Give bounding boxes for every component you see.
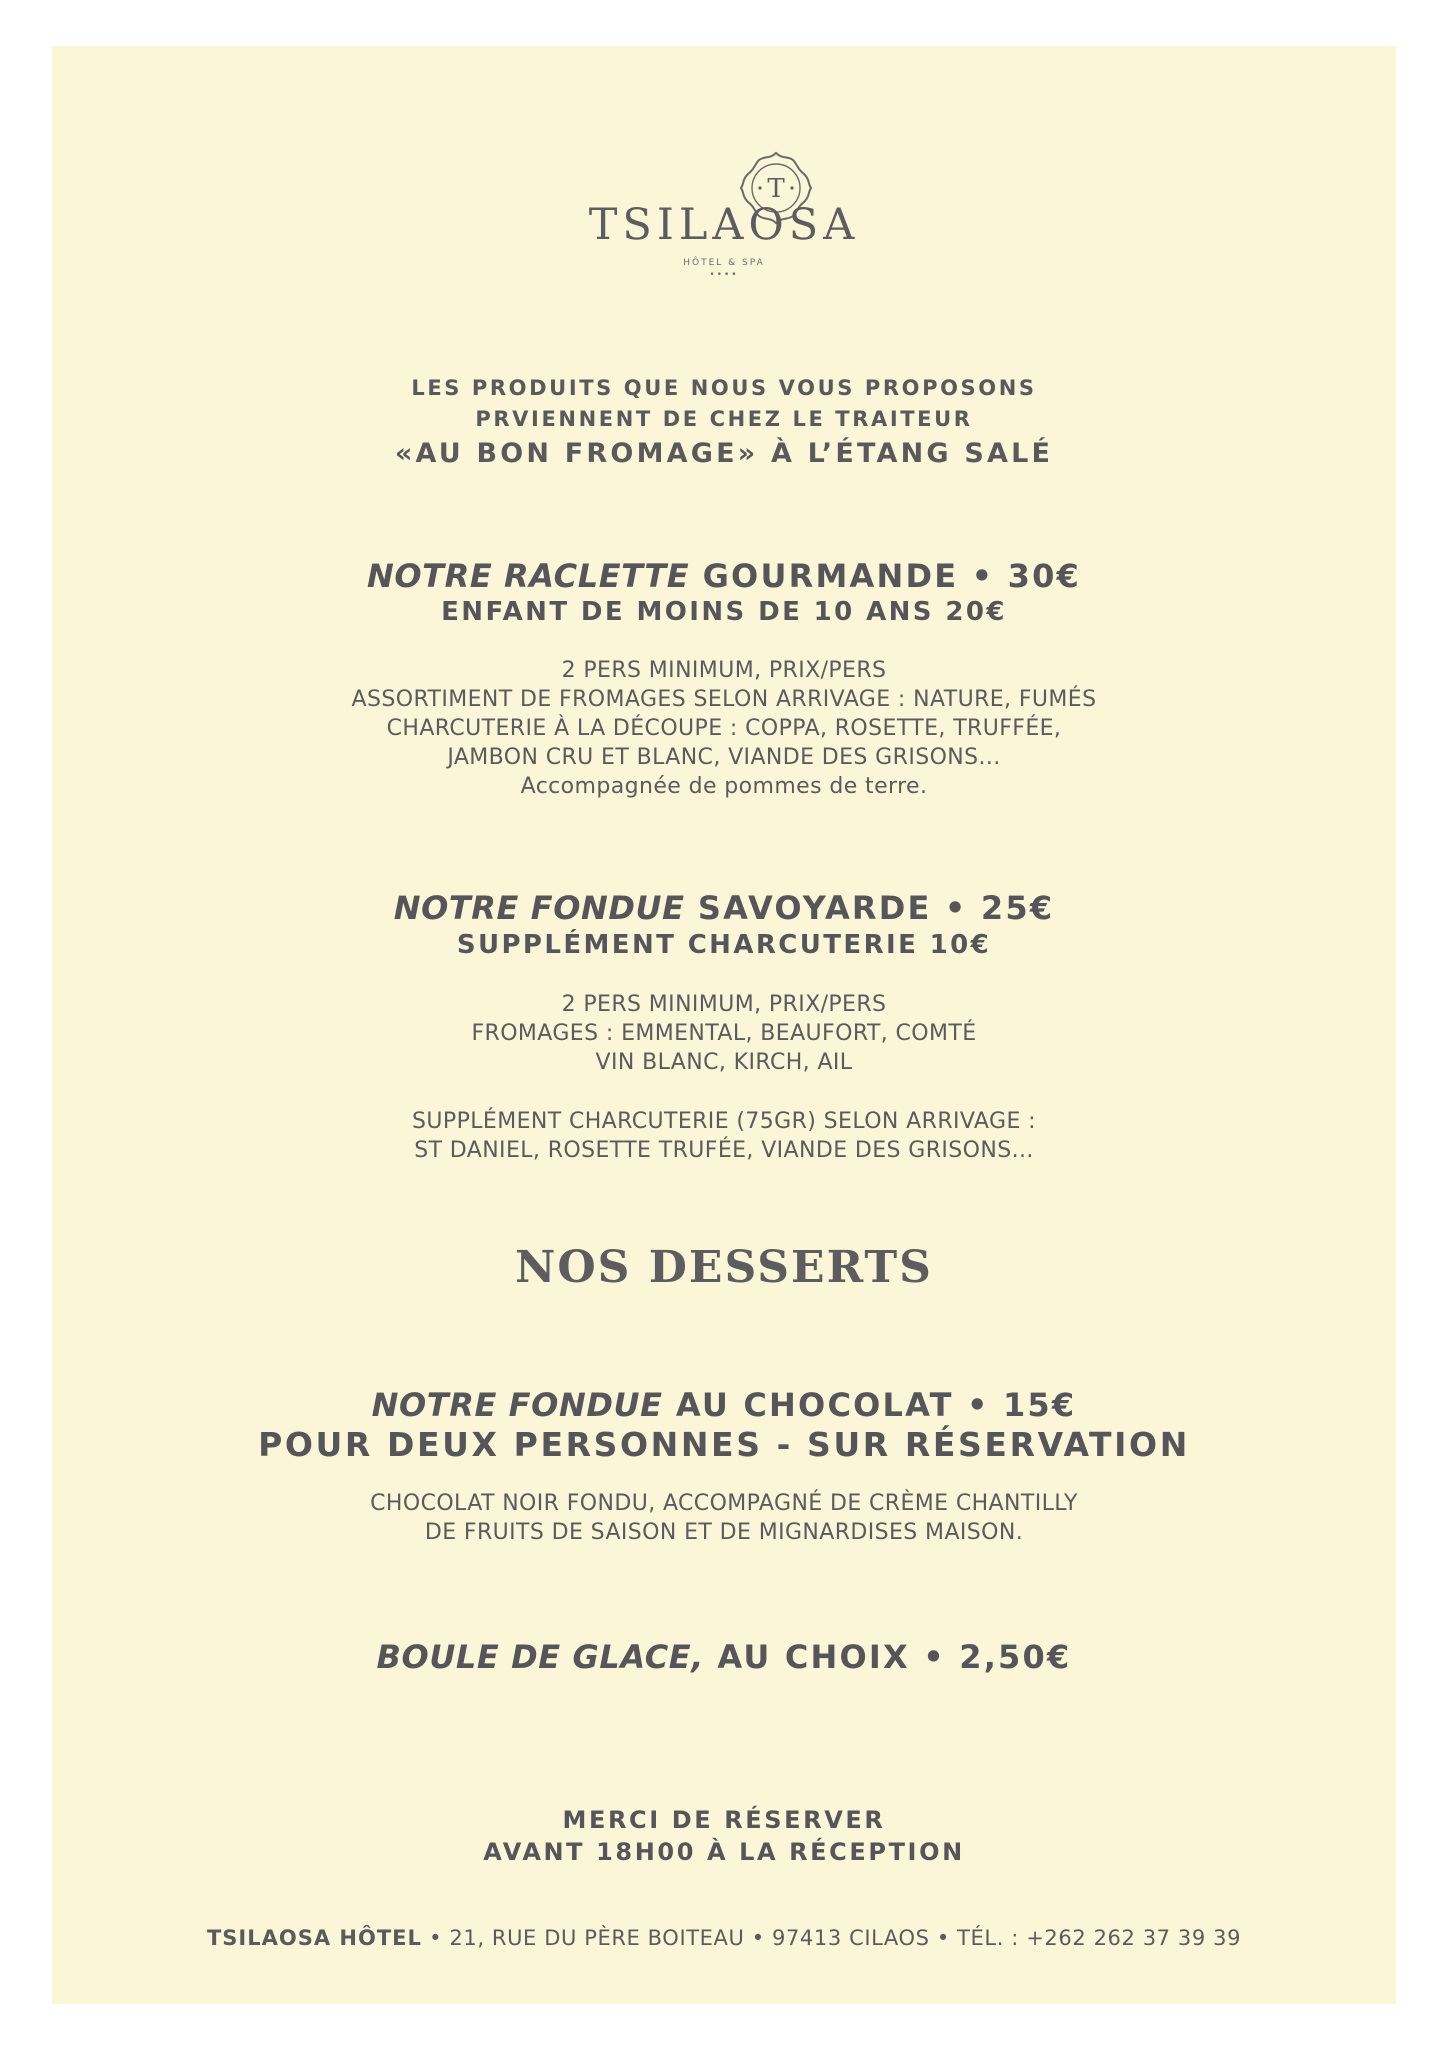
intro-line-1: LES PRODUITS QUE NOUS VOUS PROPOSONS bbox=[411, 376, 1037, 400]
fondue-supplement bbox=[52, 1107, 1396, 1165]
menu-sheet bbox=[52, 46, 1396, 2004]
chocolat-line: DE FRUITS DE SAISON ET DE MIGNARDISES MAISON. bbox=[424, 1520, 1024, 1545]
intro-line-3: «AU BON FROMAGE» À L’ÉTANG SALÉ bbox=[394, 438, 1054, 469]
chocolat-subtitle: POUR DEUX PERSONNES - SUR RÉSERVATION bbox=[258, 1425, 1190, 1464]
fondue-line: 2 PERS MINIMUM, PRIX/PERS bbox=[561, 992, 887, 1017]
fondue-title bbox=[52, 889, 1396, 927]
brand-name: TSILAOSA bbox=[588, 200, 860, 250]
fondue-title-italic: NOTRE FONDUE bbox=[393, 889, 685, 927]
raclette-description bbox=[52, 656, 1396, 801]
footer-address bbox=[52, 1926, 1396, 1950]
raclette-line: 2 PERS MINIMUM, PRIX/PERS bbox=[561, 658, 887, 683]
raclette-line: Accompagnée de pommes de terre. bbox=[520, 774, 928, 799]
glace-title-rest: AU CHOIX • 2,50€ bbox=[704, 1638, 1072, 1676]
fondue-line: FROMAGES : EMMENTAL, BEAUFORT, COMTÉ bbox=[471, 1021, 977, 1046]
chocolat-description bbox=[52, 1489, 1396, 1547]
fondue-title-rest: SAVOYARDE • 25€ bbox=[684, 889, 1055, 927]
glace-title-italic: BOULE DE GLACE, bbox=[376, 1638, 704, 1676]
closing-line-1: MERCI DE RÉSERVER bbox=[562, 1806, 886, 1834]
fondue-supplement-line: SUPPLÉMENT CHARCUTERIE (75GR) SELON ARRIVAGE : bbox=[412, 1109, 1036, 1134]
chocolat-line: CHOCOLAT NOIR FONDU, ACCOMPAGNÉ DE CRÈME CHANTILLY bbox=[370, 1491, 1078, 1516]
fondue-line: VIN BLANC, KIRCH, AIL bbox=[595, 1050, 853, 1075]
raclette-title-rest: GOURMANDE • 30€ bbox=[689, 557, 1082, 595]
chocolat-title-italic: NOTRE FONDUE bbox=[371, 1386, 663, 1424]
intro-line-2: PRVIENNENT DE CHEZ LE TRAITEUR bbox=[475, 407, 973, 431]
raclette-line: JAMBON CRU ET BLANC, VIANDE DES GRISONS... bbox=[447, 745, 1001, 770]
raclette-subtitle: ENFANT DE MOINS DE 10 ANS 20€ bbox=[441, 597, 1007, 627]
fondue-supplement-line: ST DANIEL, ROSETTE TRUFÉE, VIANDE DES GRISONS... bbox=[414, 1138, 1034, 1163]
footer-contact: • 21, RUE DU PÈRE BOITEAU • 97413 CILAOS • TÉL. : +262 262 37 39 39 bbox=[421, 1926, 1242, 1950]
chocolat-title bbox=[52, 1386, 1396, 1424]
desserts-heading: NOS DESSERTS bbox=[515, 1242, 933, 1293]
glace-title bbox=[52, 1638, 1396, 1676]
footer-hotel-name: TSILAOSA HÔTEL bbox=[206, 1926, 422, 1950]
logo-letter: T bbox=[767, 174, 785, 204]
closing-note bbox=[52, 1804, 1396, 1868]
raclette-title bbox=[52, 557, 1396, 595]
fondue-subtitle: SUPPLÉMENT CHARCUTERIE 10€ bbox=[456, 930, 992, 960]
raclette-line: CHARCUTERIE À LA DÉCOUPE : COPPA, ROSETTE, TRUFFÉE, bbox=[386, 716, 1062, 741]
brand-subtitle: HÔTEL & SPA bbox=[683, 258, 765, 268]
chocolat-title-rest: AU CHOCOLAT • 15€ bbox=[662, 1386, 1077, 1424]
brand-stars: •••• bbox=[709, 270, 739, 280]
closing-line-2: AVANT 18H00 À LA RÉCEPTION bbox=[483, 1838, 965, 1866]
raclette-line: ASSORTIMENT DE FROMAGES SELON ARRIVAGE : NATURE, FUMÉS bbox=[351, 687, 1097, 712]
raclette-title-italic: NOTRE RACLETTE bbox=[366, 557, 690, 595]
fondue-description bbox=[52, 990, 1396, 1077]
